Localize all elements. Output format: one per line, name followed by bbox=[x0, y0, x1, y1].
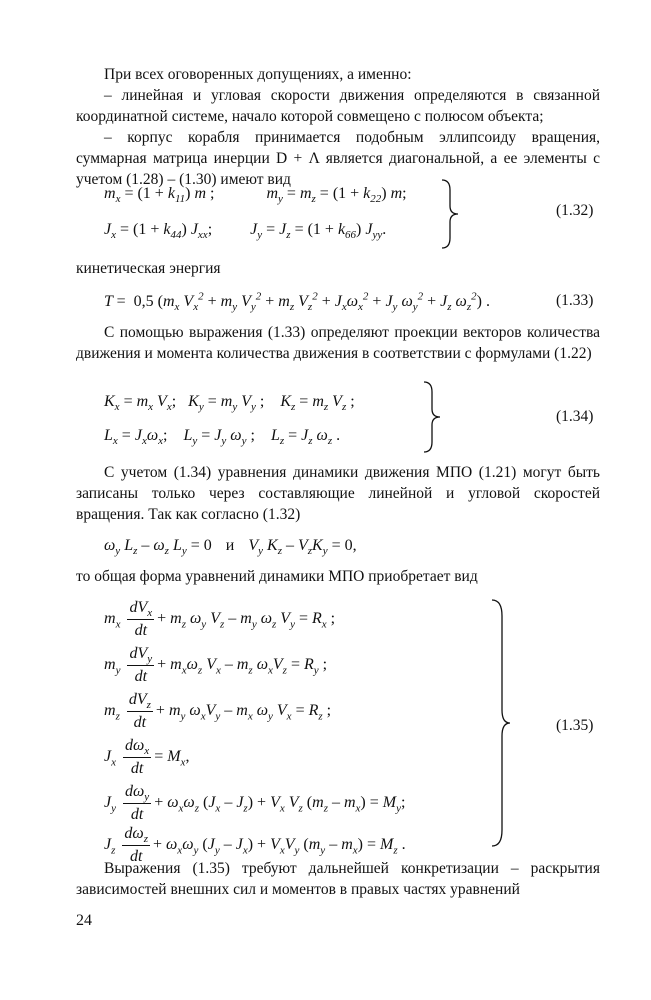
equation-1-32-line-2: $J_x = (1 + k_{44})$ $J_{xx}$; $J_y = J_z = (1 + k_{66})$ $J_{yy}$. bbox=[104, 221, 387, 242]
equation-1-35-line-3: $m_z$ $\frac{dV_z}{dt}$ + $m_y$ $\omega_xV_y - m_x$ $\omega_y$ $V_x = R_z$ ; bbox=[104, 691, 332, 731]
equation-number-1-32: (1.32) bbox=[556, 202, 594, 219]
equation-brace-1-35 bbox=[488, 598, 514, 848]
equation-number-1-33: (1.33) bbox=[556, 292, 594, 309]
paragraph-momentum: С помощью выражения (1.33) определяют проекции векторов количества движения и момента количества движения в соответствии с формулами (1.22) bbox=[76, 324, 600, 362]
page-number: 24 bbox=[76, 912, 92, 929]
equation-number-1-35: (1.35) bbox=[556, 717, 594, 734]
equation-1-33: T = 0,5 ($m_x$ $V_x^2 + m_y$ $V_y^2 + m_z$ $V_z^2 + J_x\omega_x^2 + J_y$ $\omega_y^2 + J_z$ $\omega_z^2$) . bbox=[104, 290, 490, 314]
paragraph-intro: При всех оговоренных допущениях, а именно: bbox=[104, 66, 412, 83]
paragraph-dynamics: С учетом (1.34) уравнения динамики движения МПО (1.21) могут быть записаны только через составляющие линейной и угловой скоростей вращения. Так как согласно (1.32) bbox=[76, 464, 600, 523]
paragraph-assumption-1: – линейная и угловая скорости движения определяются в связанной координатной системе, начало которой совмещено с полюсом объекта; bbox=[76, 87, 600, 125]
equation-1-35-line-6: $J_z$ $\frac{d\omega_z}{dt}$ + $\omega_x\omega_y$ $(J_y - J_x) + V_xV_y$ $(m_y - m_x) = M_z$ . bbox=[104, 825, 406, 865]
paragraph-assumption-2: – корпус корабля принимается подобным эллипсоиду вращения, суммарная матрица инерции D + Λ является диагональной, а ее элементы с учетом (1.28) – (1.30) имеют вид bbox=[76, 129, 600, 188]
equation-angular-condition: $\omega_y$ $L_z - \omega_z$ $L_y = 0$ и $V_y$ $K_z - V_zK_y = 0$, bbox=[104, 537, 357, 558]
equation-1-34-line-1: $K_x = m_x$ $V_x$; $K_y = m_y$ $V_y$ ; $K_z = m_z$ $V_z$ ; bbox=[104, 393, 355, 414]
paragraph-general-form: то общая форма уравнений динамики МПО приобретает вид bbox=[76, 568, 478, 585]
paragraph-conclusion: Выражения (1.35) требуют дальнейшей конкретизации – раскрытия зависимостей внешних сил и моментов в правых частях уравнений bbox=[76, 860, 600, 898]
equation-conjunction: и bbox=[225, 537, 235, 554]
equation-brace-1-34 bbox=[420, 380, 444, 454]
equation-1-35-line-2: $m_y$ $\frac{dV_y}{dt}$ + $m_x\omega_z$ $V_x - m_z$ $\omega_xV_z = R_y$ ; bbox=[104, 645, 328, 685]
equation-brace-1-32 bbox=[438, 178, 462, 250]
equation-1-34-line-2: $L_x = J_x\omega_x$; $L_y = J_y$ $\omega_y$ ; $L_z = J_z$ $\omega_z$ . bbox=[104, 427, 341, 448]
equation-1-35-line-4: $J_x$ $\frac{d\omega_x}{dt}$ = $M_x$, bbox=[104, 737, 190, 777]
equation-1-35-line-1: $m_x$ $\frac{dV_x}{dt}$ + $m_z$ $\omega_y$ $V_z - m_y$ $\omega_z$ $V_y = R_x$ ; bbox=[104, 599, 336, 639]
equation-number-1-34: (1.34) bbox=[556, 408, 594, 425]
equation-1-35-line-5: $J_y$ $\frac{d\omega_y}{dt}$ + $\omega_x\omega_z$ $(J_x - J_z) + V_x$ $V_z$ $(m_z - m_x) = M_y$; bbox=[104, 783, 406, 823]
equation-1-32-line-1: $m_x = (1 + k_{11})$ m ; $m_y = m_z = (1 + k_{22})$ m; bbox=[104, 185, 407, 206]
paragraph-kinetic-energy: кинетическая энергия bbox=[76, 260, 221, 277]
